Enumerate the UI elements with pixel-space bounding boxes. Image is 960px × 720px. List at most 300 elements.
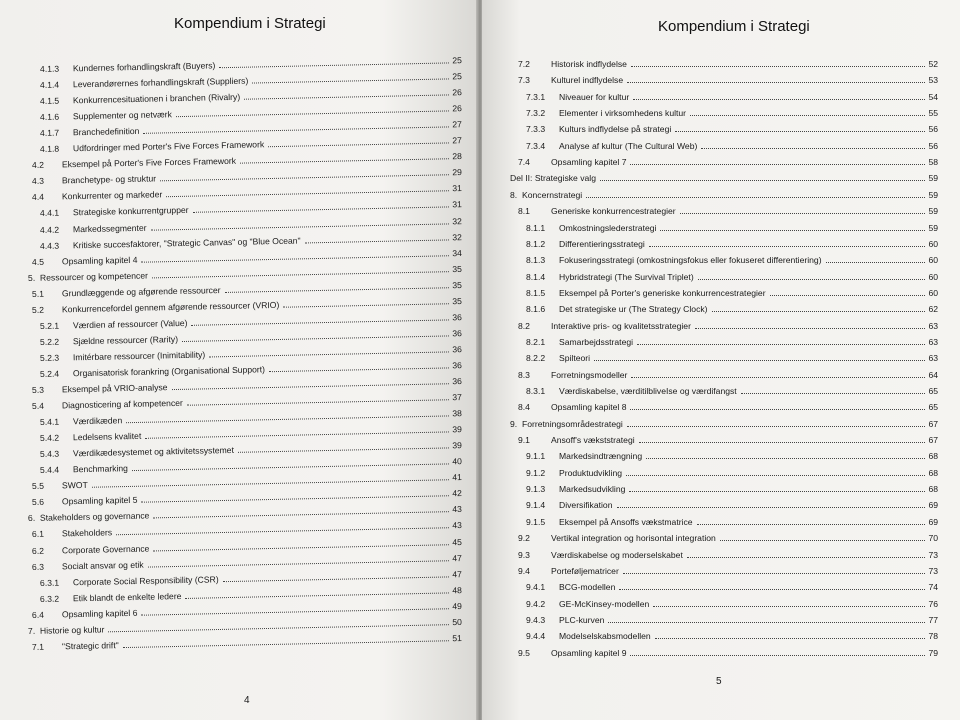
toc-entry-page: 74 xyxy=(928,582,938,593)
toc-entry-page: 67 xyxy=(928,418,938,429)
toc-entry-title: Socialt ansvar og etik xyxy=(61,559,144,571)
toc-entry-number: 9.1.3 xyxy=(526,484,546,495)
toc-entry-page: 36 xyxy=(452,344,463,355)
toc-entry-number: 5.4.3 xyxy=(39,448,60,460)
toc-entry-title: Konkurrencefordel gennem afgørende ressourcer (VRIO) xyxy=(61,299,280,315)
toc-entry-number: 5.2.3 xyxy=(39,352,60,363)
dot-leader xyxy=(238,448,449,453)
dot-leader xyxy=(176,111,450,118)
toc-entry-number: 7.3.4 xyxy=(526,140,546,151)
dot-leader xyxy=(690,115,925,116)
toc-entry-page: 35 xyxy=(452,279,462,290)
toc-entry-title: Opsamling kapitel 8 xyxy=(551,402,627,413)
toc-entry-title: Diversifikation xyxy=(559,500,613,511)
toc-entry xyxy=(526,386,938,397)
toc-entry-title: Markedssegmenter xyxy=(72,222,147,234)
toc-entry xyxy=(518,648,938,659)
toc-entry-page: 79 xyxy=(928,647,938,658)
toc-entry xyxy=(526,517,938,528)
toc-entry-page: 60 xyxy=(928,271,938,282)
toc-entry-page: 48 xyxy=(452,584,463,596)
toc-entry-title: Corporate Social Responsibility (CSR) xyxy=(72,573,219,587)
toc-entry-page: 73 xyxy=(928,549,938,560)
toc-entry-number: 4.1.4 xyxy=(39,79,60,91)
toc-entry-title: Ledelsens kvalitet xyxy=(72,431,142,443)
dot-leader xyxy=(594,360,925,361)
page-header: Kompendium i Strategi xyxy=(174,15,326,32)
dot-leader xyxy=(623,573,926,574)
toc-entry-title: Del II: Strategiske valg xyxy=(510,173,596,184)
toc-entry xyxy=(526,141,938,152)
dot-leader xyxy=(701,148,925,149)
toc-entry-number: 9.1.1 xyxy=(526,451,546,462)
dot-leader xyxy=(600,180,925,181)
toc-entry-page: 34 xyxy=(452,247,462,258)
toc-entry-page: 27 xyxy=(452,135,463,146)
dot-leader xyxy=(252,78,449,83)
dot-leader xyxy=(132,464,449,472)
toc-entry-title: Differentieringsstrategi xyxy=(559,238,645,249)
toc-entry-title: Værdikædesystemet og aktivitetssystemet xyxy=(72,445,235,459)
toc-entry-title: Sjældne ressourcer (Rarity) xyxy=(72,333,179,347)
toc-entry xyxy=(526,288,938,299)
dot-leader xyxy=(627,82,925,83)
dot-leader xyxy=(698,279,926,280)
toc-entry-page: 39 xyxy=(452,440,463,451)
toc-entry-page: 63 xyxy=(928,336,938,347)
toc-entry-number: 4.5 xyxy=(31,256,45,267)
dot-leader xyxy=(687,557,926,558)
toc-entry xyxy=(526,353,938,364)
dot-leader xyxy=(697,524,926,525)
toc-entry-number: 4.1.6 xyxy=(39,111,60,123)
toc-entry-number: 7.4 xyxy=(518,157,530,168)
toc-entry-title: Opsamling kapitel 6 xyxy=(61,607,138,620)
toc-entry-number: 4.4.2 xyxy=(39,224,60,235)
toc-entry-page: 68 xyxy=(928,467,938,478)
toc-entry-title: Strategiske konkurrentgrupper xyxy=(72,205,189,218)
toc-entry-page: 43 xyxy=(452,520,462,531)
dot-leader xyxy=(153,512,449,519)
toc-entry xyxy=(518,566,938,577)
dot-leader xyxy=(191,319,449,325)
toc-entry-title: Det strategiske ur (The Strategy Clock) xyxy=(559,304,708,315)
toc-entry-number: 9.1.2 xyxy=(526,467,546,478)
toc-entry-number: 9.4.1 xyxy=(526,582,546,593)
toc-entry-title: Corporate Governance xyxy=(61,543,150,555)
toc-entry-title: Stakeholders og governance xyxy=(39,510,150,524)
toc-entry xyxy=(526,631,938,642)
toc-entry-title: Niveauer for kultur xyxy=(559,91,630,102)
toc-entry-page: 27 xyxy=(452,119,463,130)
toc-entry-page: 31 xyxy=(452,199,463,210)
page-header: Kompendium i Strategi xyxy=(658,18,810,35)
toc-entry-title: Koncernstrategi xyxy=(522,189,583,200)
toc-entry-page: 25 xyxy=(452,55,463,66)
dot-leader xyxy=(639,442,926,443)
toc-entry-page: 68 xyxy=(928,484,938,495)
toc-entry xyxy=(32,633,462,653)
toc-entry-number: 8.1.4 xyxy=(526,271,546,282)
toc-entry-number: 6. xyxy=(27,513,36,524)
toc-entry-page: 31 xyxy=(452,183,462,194)
toc-entry-page: 41 xyxy=(452,472,462,483)
dot-leader xyxy=(283,303,449,307)
toc-entry-title: Historisk indflydelse xyxy=(551,59,627,69)
toc-entry-title: SWOT xyxy=(61,480,88,491)
toc-entry-page: 50 xyxy=(452,616,462,627)
toc-entry-title: Vertikal integration og horisontal integration xyxy=(551,533,716,544)
toc-entry-number: 5.3 xyxy=(31,384,45,395)
toc-entry-number: 4.3 xyxy=(31,176,45,187)
toc-entry-number: 7.3.3 xyxy=(526,124,546,135)
toc-entry-title: Benchmarking xyxy=(72,463,129,475)
toc-entry-number: 6.3.1 xyxy=(39,577,60,588)
toc-entry-title: Modelselskabsmodellen xyxy=(559,631,651,642)
toc-entry-page: 60 xyxy=(928,287,938,298)
toc-entry xyxy=(526,108,938,119)
toc-entry-number: 7.3.2 xyxy=(526,108,546,119)
toc-entry xyxy=(526,599,938,610)
dot-leader xyxy=(244,95,449,100)
toc-entry-title: Analyse af kultur (The Cultural Web) xyxy=(559,140,698,151)
toc-entry-title: Opsamling kapitel 7 xyxy=(551,157,627,168)
dot-leader xyxy=(141,608,449,615)
toc-entry-page: 56 xyxy=(928,140,938,151)
toc-entry-number: 5.4.2 xyxy=(39,432,60,444)
dot-leader xyxy=(720,540,926,541)
page-number: 4 xyxy=(244,695,250,706)
toc-entry-number: 4.4.1 xyxy=(39,208,60,219)
toc-entry xyxy=(518,435,938,446)
toc-entry-page: 68 xyxy=(928,451,938,462)
toc-entry-page: 42 xyxy=(452,488,462,499)
toc-entry xyxy=(518,533,938,544)
dot-leader xyxy=(268,143,449,148)
toc-entry-page: 56 xyxy=(928,124,938,135)
toc-entry xyxy=(526,239,938,250)
toc-entry-number: 8.4 xyxy=(518,402,530,413)
dot-leader xyxy=(116,528,449,536)
toc-entry-number: 5.2.4 xyxy=(39,368,60,379)
toc-entry-title: Branchetype- og struktur xyxy=(61,173,157,186)
toc-entry xyxy=(526,451,938,462)
dot-leader xyxy=(193,207,450,213)
toc-entry xyxy=(510,173,938,184)
toc-entry-number: 9.5 xyxy=(518,647,530,658)
toc-entry-title: Spilteori xyxy=(559,353,591,364)
toc-entry-page: 64 xyxy=(928,369,938,380)
toc-entry-page: 47 xyxy=(452,568,463,579)
toc-entry-page: 28 xyxy=(452,151,462,162)
toc-entry-number: 7.3.1 xyxy=(526,91,546,102)
dot-leader xyxy=(627,426,926,427)
toc-entry-number: 5.2.1 xyxy=(39,320,60,331)
toc-entry-page: 37 xyxy=(452,392,462,403)
toc-entry-number: 4.1.5 xyxy=(39,95,60,107)
toc-entry-number: 9.2 xyxy=(518,533,530,544)
toc-entry-page: 43 xyxy=(452,504,462,515)
dot-leader xyxy=(629,491,925,492)
toc-entry-number: 5.4 xyxy=(31,400,45,412)
toc-entry-number: 4.1.8 xyxy=(39,143,60,155)
toc-entry-title: Udfordringer med Porter's Five Forces Framework xyxy=(72,139,265,154)
dot-leader xyxy=(826,262,926,263)
dot-leader xyxy=(770,295,926,296)
dot-leader xyxy=(172,383,450,390)
dot-leader xyxy=(92,480,450,488)
toc-entry-number: 9.1.4 xyxy=(526,500,546,511)
dot-leader xyxy=(185,592,449,599)
toc-entry xyxy=(518,59,938,70)
toc-entry-page: 65 xyxy=(928,386,938,396)
toc-entry xyxy=(526,272,938,283)
toc-entry-number: 9.1.5 xyxy=(526,516,546,527)
toc-entry-title: Organisatorisk forankring (Organisational Support) xyxy=(72,364,266,379)
dot-leader xyxy=(240,159,449,164)
toc-entry-title: Kulturel indflydelse xyxy=(551,75,624,86)
toc-entry xyxy=(526,304,938,315)
toc-entry-number: 6.2 xyxy=(31,545,45,556)
toc-entry-title: Grundlæggende og afgørende ressourcer xyxy=(61,284,221,299)
toc-entry-title: Omkostningslederstrategi xyxy=(559,222,657,233)
toc-entry-title: Værdiskabelse, værditilbliveIse og værdifangst xyxy=(559,386,737,396)
dot-leader xyxy=(151,223,450,230)
dot-leader xyxy=(305,239,450,243)
toc-entry-page: 59 xyxy=(928,206,938,217)
toc-entry-title: PLC-kurven xyxy=(559,614,605,625)
dot-leader xyxy=(637,344,925,345)
dot-leader xyxy=(225,287,450,293)
toc-entry-number: 6.1 xyxy=(31,529,45,540)
toc-entry-page: 36 xyxy=(452,311,463,323)
toc-entry-title: Elementer i virksomhedens kultur xyxy=(559,108,687,119)
dot-leader xyxy=(153,544,449,551)
dot-leader xyxy=(631,66,925,67)
toc-entry-number: 9.1 xyxy=(518,435,530,446)
toc-entry-page: 60 xyxy=(928,238,938,249)
toc-entry-number: 8.2.1 xyxy=(526,336,546,347)
toc-entry xyxy=(518,402,938,413)
toc-entry-page: 39 xyxy=(452,424,463,435)
toc-entry-number: 8.1.2 xyxy=(526,238,546,249)
dot-leader xyxy=(187,399,450,405)
toc-entry-title: Eksempel på Ansoffs vækstmatrice xyxy=(559,516,693,527)
toc-entry-page: 47 xyxy=(452,552,462,563)
toc-entry xyxy=(526,92,938,103)
toc-entry-page: 62 xyxy=(928,304,938,315)
dot-leader xyxy=(655,638,926,639)
toc-entry-title: Porteføljematricer xyxy=(551,565,619,576)
toc-entry-title: Markedsindtrængning xyxy=(559,451,643,462)
toc-entry-title: Kundernes forhandlingskraft (Buyers) xyxy=(72,60,216,74)
toc-entry-number: 8.3 xyxy=(518,369,530,380)
toc-entry-number: 5.1 xyxy=(31,288,45,299)
toc-entry-number: 9.4 xyxy=(518,565,530,576)
toc-entry-page: 26 xyxy=(452,103,463,114)
dot-leader xyxy=(108,624,449,632)
toc-entry xyxy=(526,582,938,593)
toc-entry-title: Konkurrenter og markeder xyxy=(61,189,163,202)
toc-entry-number: 5.6 xyxy=(31,497,45,508)
toc-entry-page: 35 xyxy=(452,263,462,274)
toc-entry-title: Markedsudvikling xyxy=(559,484,626,495)
toc-entry-page: 59 xyxy=(928,189,938,200)
toc-entry xyxy=(518,157,938,168)
dot-leader xyxy=(123,640,450,648)
toc-entry-number: 8.1 xyxy=(518,206,530,217)
dot-leader xyxy=(633,99,925,100)
toc-entry-page: 60 xyxy=(928,255,938,266)
toc-entry-title: Ansoff's vækststrategi xyxy=(551,435,635,446)
toc-entry-title: Eksempel på Porter's Five Forces Framework xyxy=(61,156,237,170)
toc-entry-number: 5.4.1 xyxy=(39,416,60,428)
toc-entry-title: Værdikæden xyxy=(72,415,123,427)
toc-entry-title: Etik blandt de enkelte ledere xyxy=(72,590,182,603)
toc-entry-title: Eksempel på Porter's generiske konkurrencestrategier xyxy=(559,287,766,298)
toc-entry-number: 4.2 xyxy=(31,160,45,171)
toc-entry xyxy=(526,124,938,135)
dot-leader xyxy=(219,62,449,68)
toc-entry-page: 65 xyxy=(928,402,938,413)
toc-entry xyxy=(510,190,938,201)
dot-leader xyxy=(223,576,450,582)
toc-entry-number: 6.4 xyxy=(31,609,45,620)
toc-entry-number: 7. xyxy=(27,625,36,636)
toc-entry-number: 8.2 xyxy=(518,320,530,331)
toc-entry-title: Værdiskabelse og moderselskabet xyxy=(551,549,683,560)
dot-leader xyxy=(619,589,925,590)
toc-entry-number: 8. xyxy=(510,189,518,200)
dot-leader xyxy=(141,496,449,503)
toc-entry-page: 78 xyxy=(928,631,938,642)
toc-entry-title: Værdien af ressourcer (Value) xyxy=(72,317,188,331)
toc-entry xyxy=(526,223,938,234)
toc-entry xyxy=(526,255,938,266)
toc-entry-title: Hybridstrategi (The Survival Triplet) xyxy=(559,271,694,282)
toc-entry-page: 53 xyxy=(928,75,938,86)
toc-entry-title: Opsamling kapitel 4 xyxy=(61,254,138,266)
toc-entry-title: Produktudvikling xyxy=(559,467,623,478)
toc-entry-title: Generiske konkurrencestrategier xyxy=(551,206,676,217)
toc-entry-page: 63 xyxy=(928,320,938,331)
toc-entry-title: Forretningsområdestrategi xyxy=(522,418,623,429)
toc-entry-title: Interaktive pris- og kvalitetsstrategier xyxy=(551,320,691,331)
toc-entry-title: Konkurrencesituationen i branchen (Rivalry) xyxy=(72,91,241,106)
toc-entry-number: 5.2 xyxy=(31,304,45,315)
toc-entry-page: 38 xyxy=(452,408,463,419)
toc-entry-number: 4.1.7 xyxy=(39,127,60,139)
dot-leader xyxy=(630,409,925,410)
toc-entry-page: 49 xyxy=(452,600,462,611)
dot-leader xyxy=(649,246,926,247)
toc-entry-number: 6.3 xyxy=(31,561,45,572)
toc-entry-page: 69 xyxy=(928,516,938,527)
toc-entry-number: 8.1.1 xyxy=(526,222,546,233)
toc-entry-page: 67 xyxy=(928,435,938,446)
toc-entry-number: 9.4.4 xyxy=(526,631,546,642)
toc-entry-page: 32 xyxy=(452,231,463,242)
toc-entry-title: Diagnosticering af kompetencer xyxy=(61,397,183,411)
dot-leader xyxy=(626,475,925,476)
left-page xyxy=(0,0,478,720)
toc-entry-title: Kritiske succesfaktorer, "Strategic Canvas" og "Blue Ocean" xyxy=(72,235,301,250)
toc-entry-title: Stakeholders xyxy=(61,527,113,539)
toc-entry-title: Samarbejdsstrategi xyxy=(559,336,634,347)
dot-leader xyxy=(653,606,925,607)
toc-entry-page: 26 xyxy=(452,87,463,98)
toc-entry-page: 63 xyxy=(928,353,938,364)
toc-entry-page: 73 xyxy=(928,565,938,576)
toc-entry xyxy=(526,484,938,495)
dot-leader xyxy=(608,622,925,623)
dot-leader xyxy=(631,377,925,378)
toc-entry-number: 9. xyxy=(510,418,518,429)
toc-entry-number: 8.1.5 xyxy=(526,287,546,298)
toc-entry-number: 5.5 xyxy=(31,481,45,492)
toc-entry-page: 58 xyxy=(928,157,938,168)
toc-entry-number: 5.2.2 xyxy=(39,336,60,347)
dot-leader xyxy=(145,432,449,439)
toc-entry-page: 36 xyxy=(452,328,463,339)
dot-leader xyxy=(646,458,925,459)
dot-leader xyxy=(148,560,450,567)
toc-entry-page: 36 xyxy=(452,375,462,387)
toc-entry-title: Supplementer og netværk xyxy=(72,109,172,122)
dot-leader xyxy=(712,311,926,312)
toc-entry-page: 77 xyxy=(928,614,938,625)
toc-entry-number: 5.4.4 xyxy=(39,464,60,476)
toc-entry-page: 59 xyxy=(928,222,938,233)
toc-entry-title: Opsamling kapitel 5 xyxy=(61,495,138,507)
dot-leader xyxy=(160,175,449,182)
toc-entry-page: 59 xyxy=(928,173,938,184)
dot-leader xyxy=(166,191,449,198)
dot-leader xyxy=(586,197,925,198)
toc-entry-number: 5. xyxy=(27,272,36,283)
toc-entry-page: 45 xyxy=(452,536,462,547)
toc-entry-title: "Strategic drift" xyxy=(61,639,119,652)
dot-leader xyxy=(741,393,926,394)
toc-entry xyxy=(526,468,938,479)
page-number: 5 xyxy=(716,676,722,687)
toc-entry-page: 36 xyxy=(452,360,463,371)
toc-entry-page: 40 xyxy=(452,456,463,467)
toc-entry-number: 4.1.3 xyxy=(39,63,60,74)
dot-leader xyxy=(630,655,925,656)
toc-entry-number: 9.4.2 xyxy=(526,598,546,609)
toc-entry xyxy=(510,419,938,430)
right-page xyxy=(482,0,960,720)
toc-entry-page: 69 xyxy=(928,500,938,511)
toc-entry-number: 7.1 xyxy=(31,641,45,652)
dot-leader xyxy=(182,335,449,342)
dot-leader xyxy=(680,213,926,214)
toc-entry-number: 7.3 xyxy=(518,75,530,86)
toc-entry xyxy=(518,206,938,217)
dot-leader xyxy=(152,271,449,278)
dot-leader xyxy=(269,367,449,372)
toc-entry-page: 32 xyxy=(452,215,463,226)
toc-entry-title: Leverandørernes forhandlingskraft (Suppliers) xyxy=(72,75,249,90)
toc-entry-number: 8.2.2 xyxy=(526,353,546,364)
toc-entry-title: Opsamling kapitel 9 xyxy=(551,647,627,658)
toc-entry-page: 70 xyxy=(928,533,938,544)
dot-leader xyxy=(630,164,925,165)
toc-entry-number: 8.3.1 xyxy=(526,386,546,396)
toc-entry-number: 8.1.6 xyxy=(526,304,546,315)
toc-entry-title: Historie og kultur xyxy=(39,624,105,636)
